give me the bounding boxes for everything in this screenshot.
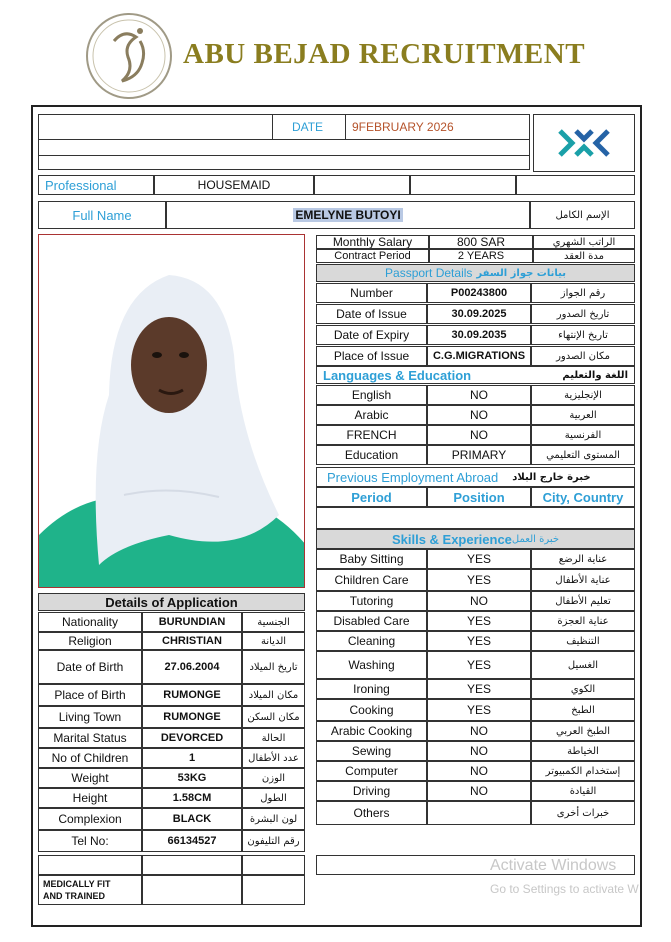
skill-label-ar: الطبخ [531, 699, 635, 721]
employment-header [316, 467, 635, 487]
skill-label: Sewing [316, 741, 427, 761]
application-value: 1.58CM [142, 788, 242, 808]
medical-empty-1 [142, 875, 242, 905]
application-label-ar: الجنسية [242, 612, 305, 632]
full-name-label: Full Name [38, 201, 166, 229]
language-value: PRIMARY [427, 445, 531, 465]
application-value: 1 [142, 748, 242, 768]
skill-label: Washing [316, 651, 427, 679]
brand-logo [84, 11, 174, 101]
watermark-subtitle: Go to Settings to activate W [490, 882, 639, 896]
employment-header-ar: خبرة خارج البلاد [512, 471, 591, 483]
passport-value: 30.09.2025 [427, 304, 531, 324]
date-value: 9FEBRUARY 2026 [345, 114, 530, 139]
passport-header-en: Passport Details [385, 266, 473, 280]
application-label: Religion [38, 632, 142, 650]
application-value: DEVORCED [142, 728, 242, 748]
employment-row-empty [316, 507, 635, 529]
bottom-empty-right-1 [242, 855, 305, 875]
skill-value: NO [427, 721, 531, 741]
skill-label: Children Care [316, 569, 427, 591]
header-line-2 [38, 155, 530, 156]
languages-header-en: Languages & Education [323, 367, 472, 383]
skill-label: Ironing [316, 679, 427, 699]
application-label-ar: تاريخ الميلاد [242, 650, 305, 684]
application-label: Height [38, 788, 142, 808]
application-label-ar: الحالة [242, 728, 305, 748]
language-label-ar: الفرنسية [531, 425, 635, 445]
application-header: Details of Application [38, 593, 305, 611]
application-value: RUMONGE [142, 684, 242, 706]
skill-label-ar: القيادة [531, 781, 635, 801]
medical-empty-2 [242, 875, 305, 905]
candidate-photo [38, 234, 305, 588]
application-label-ar: لون البشرة [242, 808, 305, 830]
medical-line-1: MEDICALLY FIT [43, 879, 111, 889]
full-name-text: EMELYNE BUTOYI [295, 208, 401, 222]
language-label: Arabic [316, 405, 427, 425]
full-name-value [166, 201, 530, 229]
skill-value: YES [427, 699, 531, 721]
passport-label-ar: رقم الجواز [531, 283, 635, 303]
skills-header-en: Skills & Experience [391, 531, 512, 547]
passport-value: C.G.MIGRATIONS [427, 346, 531, 366]
employment-header-en: Previous Employment Abroad [327, 469, 499, 485]
application-label-ar: مكان الميلاد [242, 684, 305, 706]
passport-header [316, 264, 635, 282]
passport-header-ar: بيانات جواز السفر [476, 267, 566, 279]
full-name-label-ar: الإسم الكامل [530, 201, 635, 229]
passport-label-ar: مكان الصدور [531, 346, 635, 366]
application-label: Complexion [38, 808, 142, 830]
skill-label: Baby Sitting [316, 549, 427, 569]
skill-label-ar: تعليم الأطفال [531, 591, 635, 611]
application-label: Marital Status [38, 728, 142, 748]
skill-label-ar: الطبخ العربي [531, 721, 635, 741]
passport-label: Number [316, 283, 427, 303]
professional-empty-2 [410, 175, 516, 195]
agency-logo [533, 114, 635, 172]
skill-label: Disabled Care [316, 611, 427, 631]
application-label-ar: عدد الأطفال [242, 748, 305, 768]
salary-value: 800 SAR [429, 235, 533, 249]
skill-label-ar: التنظيف [531, 631, 635, 651]
application-value: RUMONGE [142, 706, 242, 728]
contract-label-ar: مدة العقد [533, 249, 635, 263]
application-label: Place of Birth [38, 684, 142, 706]
contract-label: Contract Period [316, 249, 429, 263]
professional-value: HOUSEMAID [154, 175, 314, 195]
employment-col-position: Position [427, 487, 531, 507]
employment-col-city: City, Country [531, 487, 635, 507]
application-label-ar: الوزن [242, 768, 305, 788]
skill-label-ar: خبرات أخرى [531, 801, 635, 825]
date-label: DATE [272, 114, 342, 139]
language-value: NO [427, 385, 531, 405]
passport-label-ar: تاريخ الإنتهاء [531, 325, 635, 345]
skill-label: Cleaning [316, 631, 427, 651]
watermark-title: Activate Windows [490, 857, 617, 874]
skill-label-ar: الغسيل [531, 651, 635, 679]
skill-label: Computer [316, 761, 427, 781]
application-label: Tel No: [38, 830, 142, 852]
application-value: BURUNDIAN [142, 612, 242, 632]
passport-value: 30.09.2035 [427, 325, 531, 345]
skill-label-ar: عناية العجزة [531, 611, 635, 631]
application-label: Nationality [38, 612, 142, 632]
skill-value: YES [427, 631, 531, 651]
skill-label-ar: الكوي [531, 679, 635, 699]
skill-label: Arabic Cooking [316, 721, 427, 741]
passport-label: Date of Issue [316, 304, 427, 324]
application-label: Date of Birth [38, 650, 142, 684]
bottom-empty-left-1 [38, 855, 142, 875]
skill-label: Driving [316, 781, 427, 801]
contract-value: 2 YEARS [429, 249, 533, 263]
application-label-ar: رقم التليفون [242, 830, 305, 852]
language-label: Education [316, 445, 427, 465]
language-value: NO [427, 405, 531, 425]
application-value: 27.06.2004 [142, 650, 242, 684]
passport-value: P00243800 [427, 283, 531, 303]
language-label: English [316, 385, 427, 405]
medical-line-2: AND TRAINED [43, 891, 105, 901]
application-label: No of Children [38, 748, 142, 768]
application-value: BLACK [142, 808, 242, 830]
header-line [38, 139, 530, 140]
passport-label: Place of Issue [316, 346, 427, 366]
skill-value: YES [427, 651, 531, 679]
skill-value: NO [427, 761, 531, 781]
passport-label: Date of Expiry [316, 325, 427, 345]
languages-header [316, 366, 635, 384]
skill-label: Cooking [316, 699, 427, 721]
language-label-ar: العربية [531, 405, 635, 425]
skill-value: NO [427, 781, 531, 801]
skill-value [427, 801, 531, 825]
professional-empty-1 [314, 175, 410, 195]
language-label: FRENCH [316, 425, 427, 445]
professional-empty-3 [516, 175, 635, 195]
application-label: Living Town [38, 706, 142, 728]
professional-label: Professional [38, 175, 154, 195]
application-label-ar: مكان السكن [242, 706, 305, 728]
employment-col-period: Period [316, 487, 427, 507]
skill-label: Others [316, 801, 427, 825]
language-label-ar: الإنجليزية [531, 385, 635, 405]
application-value: 66134527 [142, 830, 242, 852]
skill-label-ar: عناية الرضع [531, 549, 635, 569]
skills-header [316, 529, 635, 549]
brand-title: ABU BEJAD RECRUITMENT [183, 38, 586, 70]
salary-label: Monthly Salary [316, 235, 429, 249]
application-value: 53KG [142, 768, 242, 788]
bottom-empty-mid-1 [142, 855, 242, 875]
medical-note [38, 875, 142, 905]
skill-value: NO [427, 591, 531, 611]
language-value: NO [427, 425, 531, 445]
skill-value: YES [427, 679, 531, 699]
skill-label-ar: الخياطة [531, 741, 635, 761]
languages-header-ar: اللغة والتعليم [562, 369, 628, 381]
skill-value: YES [427, 549, 531, 569]
skill-label-ar: عناية الأطفال [531, 569, 635, 591]
application-label-ar: الطول [242, 788, 305, 808]
skill-label-ar: إستخدام الكمبيوتر [531, 761, 635, 781]
language-label-ar: المستوى التعليمي [531, 445, 635, 465]
application-label-ar: الديانة [242, 632, 305, 650]
skill-value: NO [427, 741, 531, 761]
application-label: Weight [38, 768, 142, 788]
skill-label: Tutoring [316, 591, 427, 611]
skills-header-ar: خبرة العمل [511, 533, 560, 545]
application-value: CHRISTIAN [142, 632, 242, 650]
skill-value: YES [427, 569, 531, 591]
skill-value: YES [427, 611, 531, 631]
passport-label-ar: تاريخ الصدور [531, 304, 635, 324]
salary-label-ar: الراتب الشهري [533, 235, 635, 249]
